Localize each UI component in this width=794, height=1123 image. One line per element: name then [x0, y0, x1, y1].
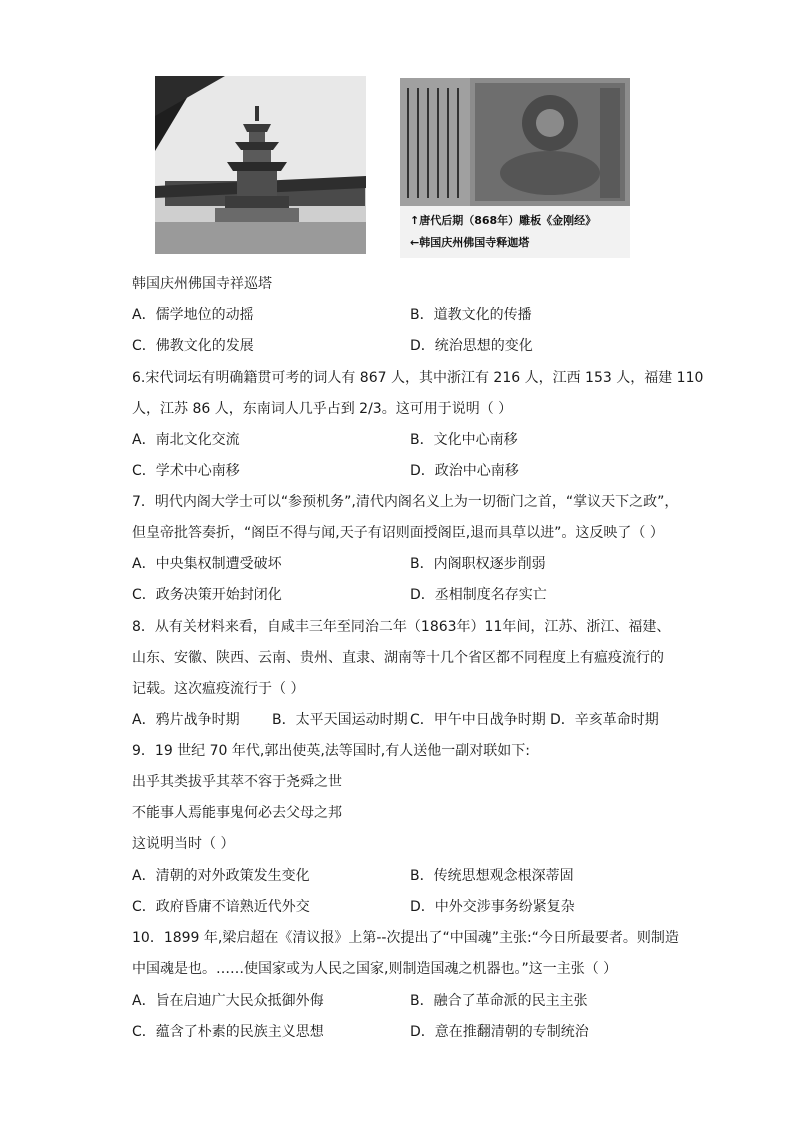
q8-option-d: D．辛亥革命时期 — [550, 712, 659, 728]
sutra-caption-line1: ↑唐代后期（868年）雕板《金刚经》 — [410, 214, 597, 227]
q7-option-b: B．内阁职权逐步削弱 — [410, 556, 546, 572]
sutra-illustration — [400, 78, 630, 206]
q9-option-c: C．政府昏庸不谙熟近代外交 — [132, 899, 310, 915]
q8-option-c: C．甲午中日战争时期 — [410, 712, 546, 728]
q9-couplet-lower: 不能事人焉能事鬼何必去父母之邦 — [132, 805, 342, 821]
sutra-caption — [400, 206, 630, 258]
sutra-print-photo — [400, 78, 630, 258]
q10-option-c: C．蕴含了朴素的民族主义思想 — [132, 1024, 324, 1040]
q5-option-c: C．佛教文化的发展 — [132, 338, 254, 354]
q5-option-d: D．统治思想的变化 — [410, 338, 533, 354]
q10-option-a: A．旨在启迪广大民众抵御外侮 — [132, 993, 324, 1009]
q10-stem-line1: 10．1899 年,梁启超在《清议报》上第--次提出了“中国魂”主张:“今日所最要者。则制造 — [132, 930, 679, 946]
q7-option-a: A．中央集权制遭受破坏 — [132, 556, 282, 572]
q9-option-b: B．传统思想观念根深蒂固 — [410, 868, 574, 884]
q8-stem-line2: 山东、安徽、陕西、云南、贵州、直隶、湖南等十几个省区都不同程度上有瘟疫流行的 — [132, 650, 664, 666]
q9-stem-question: 这说明当时（ ） — [132, 836, 235, 852]
q9-stem-line1: 9．19 世纪 70 年代,郭出使英,法等国时,有人送他一副对联如下: — [132, 743, 530, 759]
q6-stem-line1: 6.宋代词坛有明确籍贯可考的词人有 867 人，其中浙江有 216 人，江西 153 人，福建 110 — [132, 370, 704, 386]
q8-option-b: B．太平天国运动时期 — [272, 712, 408, 728]
q6-option-b: B．文化中心南移 — [410, 432, 518, 448]
q10-stem-line2: 中国魂是也。……使国家或为人民之国家,则制造国魂之机器也。”这一主张（ ） — [132, 961, 618, 977]
q8-stem-line1: 8．从有关材料来看，自咸丰三年至同治二年（1863年）11年间，江苏、浙江、福建、 — [132, 619, 671, 635]
q10-option-b: B．融合了革命派的民主主张 — [410, 993, 588, 1009]
q5-option-a: A．儒学地位的动摇 — [132, 307, 254, 323]
q5-option-b: B．道教文化的传播 — [410, 307, 532, 323]
q7-stem-line1: 7．明代内阁大学士可以“参预机务”,清代内阁名义上为一切衙门之首，“掌议天下之政”， — [132, 494, 679, 510]
pagoda-photo — [155, 76, 366, 254]
q8-option-a: A．鸦片战争时期 — [132, 712, 240, 728]
q7-option-d: D．丞相制度名存实亡 — [410, 587, 547, 603]
pagoda-illustration — [155, 76, 366, 254]
q9-option-a: A．清朝的对外政策发生变化 — [132, 868, 310, 884]
q5-figure-caption: 韩国庆州佛国寺祥巡塔 — [132, 276, 272, 292]
q9-option-d: D．中外交涉事务纷紧复杂 — [410, 899, 575, 915]
q10-option-d: D．意在推翻清朝的专制统治 — [410, 1024, 589, 1040]
q7-stem-line2: 但皇帝批答奏折，“阁臣不得与闻,天子有诏则面授阁臣,退而具草以进”。这反映了（ ） — [132, 525, 664, 541]
q7-option-c: C．政务决策开始封闭化 — [132, 587, 282, 603]
q8-stem-line3: 记载。这次瘟疫流行于（ ） — [132, 681, 305, 697]
sutra-caption-line2: ←韩国庆州佛国寺释迦塔 — [410, 236, 530, 249]
q6-stem-line2: 人，江苏 86 人，东南词人几乎占到 2/3。这可用于说明（ ） — [132, 401, 513, 417]
q6-option-d: D．政治中心南移 — [410, 463, 519, 479]
q6-option-a: A．南北文化交流 — [132, 432, 240, 448]
q6-option-c: C．学术中心南移 — [132, 463, 240, 479]
q9-couplet-upper: 出乎其类拔乎其萃不容于尧舜之世 — [132, 774, 342, 790]
